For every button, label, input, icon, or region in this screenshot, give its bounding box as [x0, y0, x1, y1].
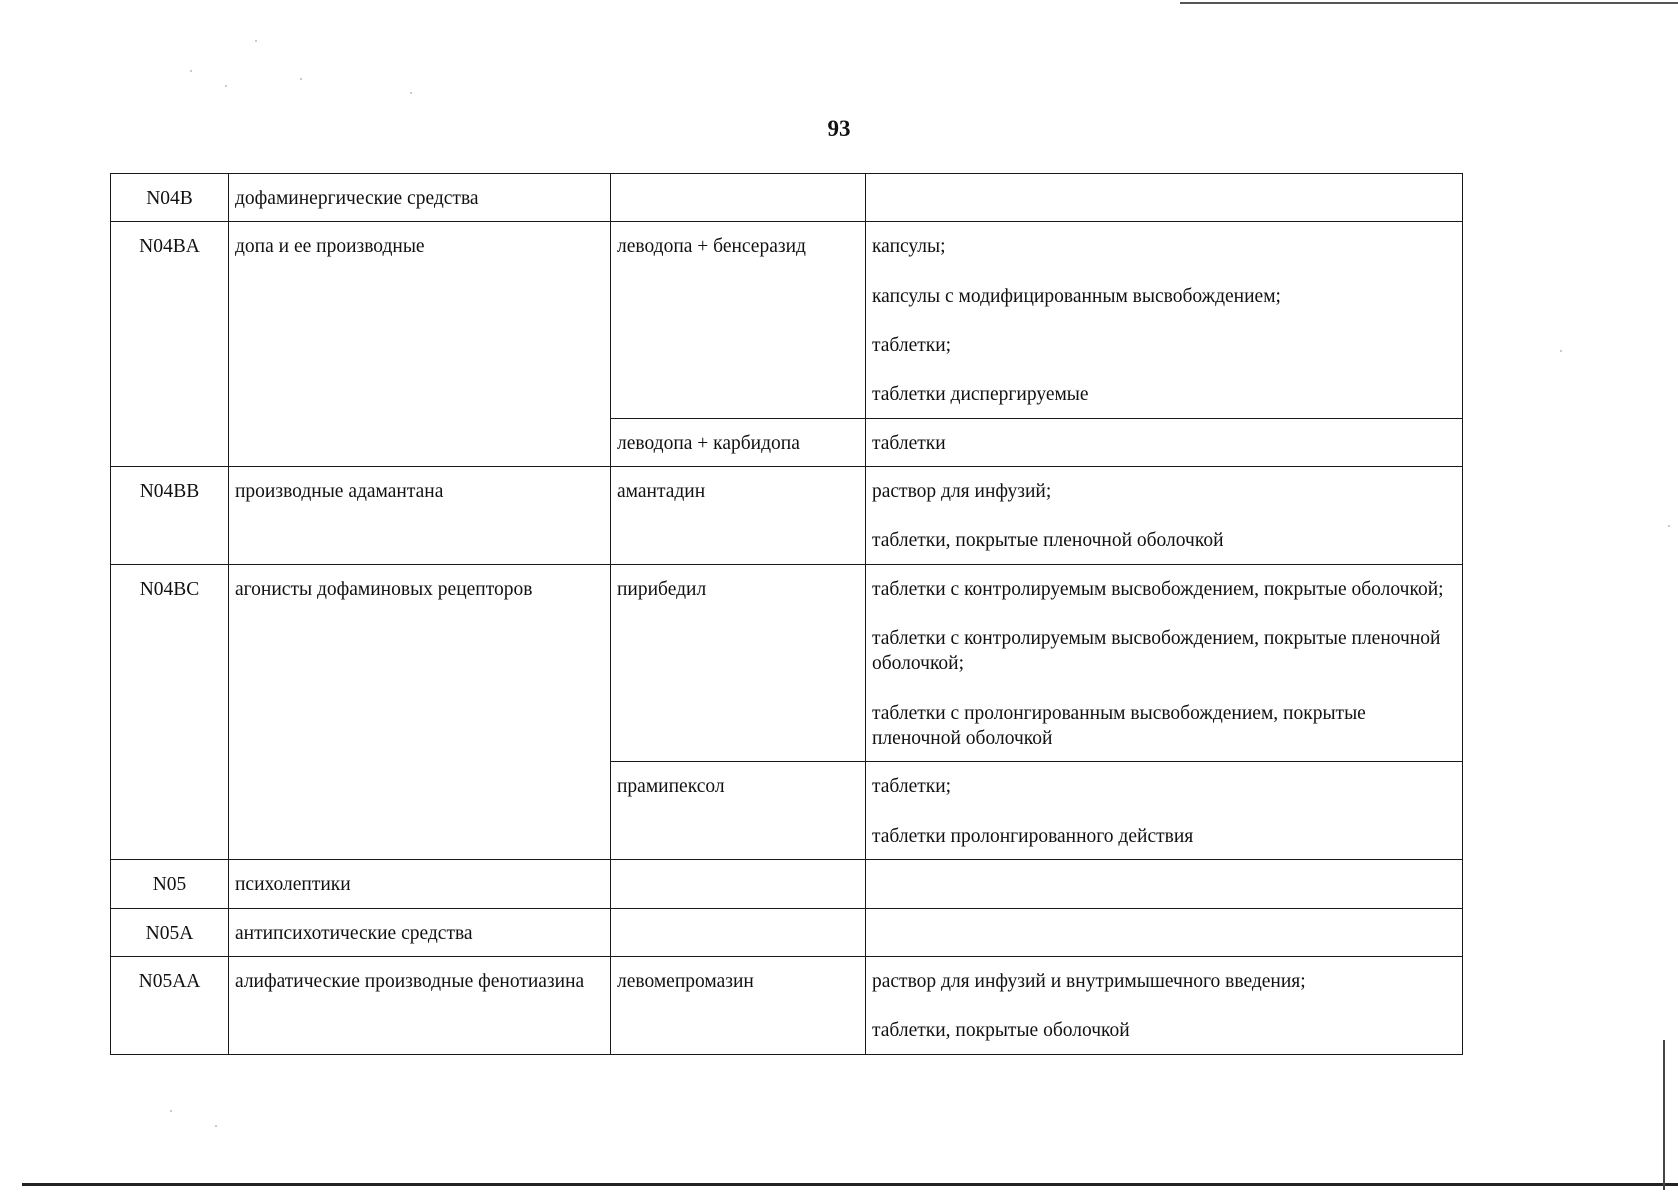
anatomical-therapeutic-group-cell: допа и ее производные	[229, 222, 611, 467]
atc-code-cell: N04B	[111, 174, 229, 222]
anatomical-therapeutic-group-cell: алифатические производные фенотиазина	[229, 956, 611, 1054]
anatomical-therapeutic-group-cell: производные адамантана	[229, 467, 611, 565]
medicine-name-cell	[611, 908, 866, 956]
atc-code-cell: N04BA	[111, 222, 229, 467]
medicine-name-cell	[611, 174, 866, 222]
dosage-form-item: раствор для инфузий;	[872, 481, 1052, 503]
dosage-form-item: капсулы с модифицированным высвобождением;	[872, 285, 1281, 307]
drug-classification-table	[110, 173, 1463, 1055]
dosage-form-item: таблетки, покрытые оболочкой	[872, 1020, 1130, 1042]
scan-artifact-top-line	[1180, 2, 1678, 4]
table-row	[111, 956, 1463, 1054]
anatomical-therapeutic-group-cell: психолептики	[229, 860, 611, 908]
medicine-name-cell: пирибедил	[611, 564, 866, 762]
scan-artifact-right-edge	[1663, 1040, 1665, 1190]
dosage-form-item: таблетки;	[872, 335, 952, 357]
scan-speck	[300, 78, 302, 80]
table-row	[111, 860, 1463, 908]
atc-code-cell: N04BC	[111, 564, 229, 859]
table-row	[111, 908, 1463, 956]
dosage-form-item: таблетки пролонгированного действия	[872, 825, 1194, 847]
dosage-forms-cell	[866, 564, 1463, 762]
dosage-forms-cell	[866, 956, 1463, 1054]
medicine-name-cell: левомепромазин	[611, 956, 866, 1054]
scan-speck	[1560, 350, 1562, 352]
dosage-form-item: таблетки с контролируемым высвобождением, покрытые оболочкой;	[872, 578, 1444, 600]
scan-speck	[215, 1125, 217, 1127]
table-row	[111, 174, 1463, 222]
dosage-form-item: таблетки, покрытые пленочной оболочкой	[872, 530, 1224, 552]
dosage-forms-cell	[866, 222, 1463, 418]
medicine-name-cell: амантадин	[611, 467, 866, 565]
dosage-form-item: таблетки диспергируемые	[872, 384, 1089, 406]
atc-code-cell: N04BB	[111, 467, 229, 565]
atc-code-cell: N05AA	[111, 956, 229, 1054]
dosage-forms-cell	[866, 762, 1463, 860]
medicine-name-cell: леводопа + бенсеразид	[611, 222, 866, 418]
dosage-form-item: раствор для инфузий и внутримышечного введения;	[872, 970, 1306, 992]
dosage-form-item: таблетки с пролонгированным высвобождением, покрытые пленочной оболочкой	[872, 702, 1366, 750]
medicine-name-cell: леводопа + карбидопа	[611, 418, 866, 466]
scan-speck	[225, 85, 227, 87]
scan-speck	[410, 92, 412, 94]
atc-code-cell: N05	[111, 860, 229, 908]
page-number: 93	[827, 116, 851, 141]
table-row	[111, 222, 1463, 418]
dosage-forms-cell	[866, 418, 1463, 466]
medicine-name-cell	[611, 860, 866, 908]
scan-speck	[170, 1110, 172, 1112]
table-body	[111, 174, 1463, 1055]
scan-speck	[255, 40, 257, 42]
scan-speck	[1668, 525, 1670, 527]
dosage-forms-cell	[866, 908, 1463, 956]
atc-code-cell: N05A	[111, 908, 229, 956]
scan-speck	[190, 70, 192, 72]
dosage-forms-cell	[866, 860, 1463, 908]
dosage-form-item: таблетки с контролируемым высвобождением, покрытые пленочной оболочкой;	[872, 628, 1441, 675]
dosage-forms-cell	[866, 174, 1463, 222]
table-row	[111, 564, 1463, 762]
medicine-name-cell: прамипексол	[611, 762, 866, 860]
dosage-forms-cell	[866, 467, 1463, 565]
anatomical-therapeutic-group-cell: дофаминергические средства	[229, 174, 611, 222]
anatomical-therapeutic-group-cell: антипсихотические средства	[229, 908, 611, 956]
dosage-form-item: таблетки;	[872, 776, 952, 798]
table-row	[111, 467, 1463, 565]
dosage-form-item: капсулы;	[872, 236, 946, 258]
anatomical-therapeutic-group-cell: агонисты дофаминовых рецепторов	[229, 564, 611, 859]
dosage-form-item: таблетки	[872, 432, 946, 454]
scan-artifact-bottom-line	[22, 1183, 1678, 1186]
